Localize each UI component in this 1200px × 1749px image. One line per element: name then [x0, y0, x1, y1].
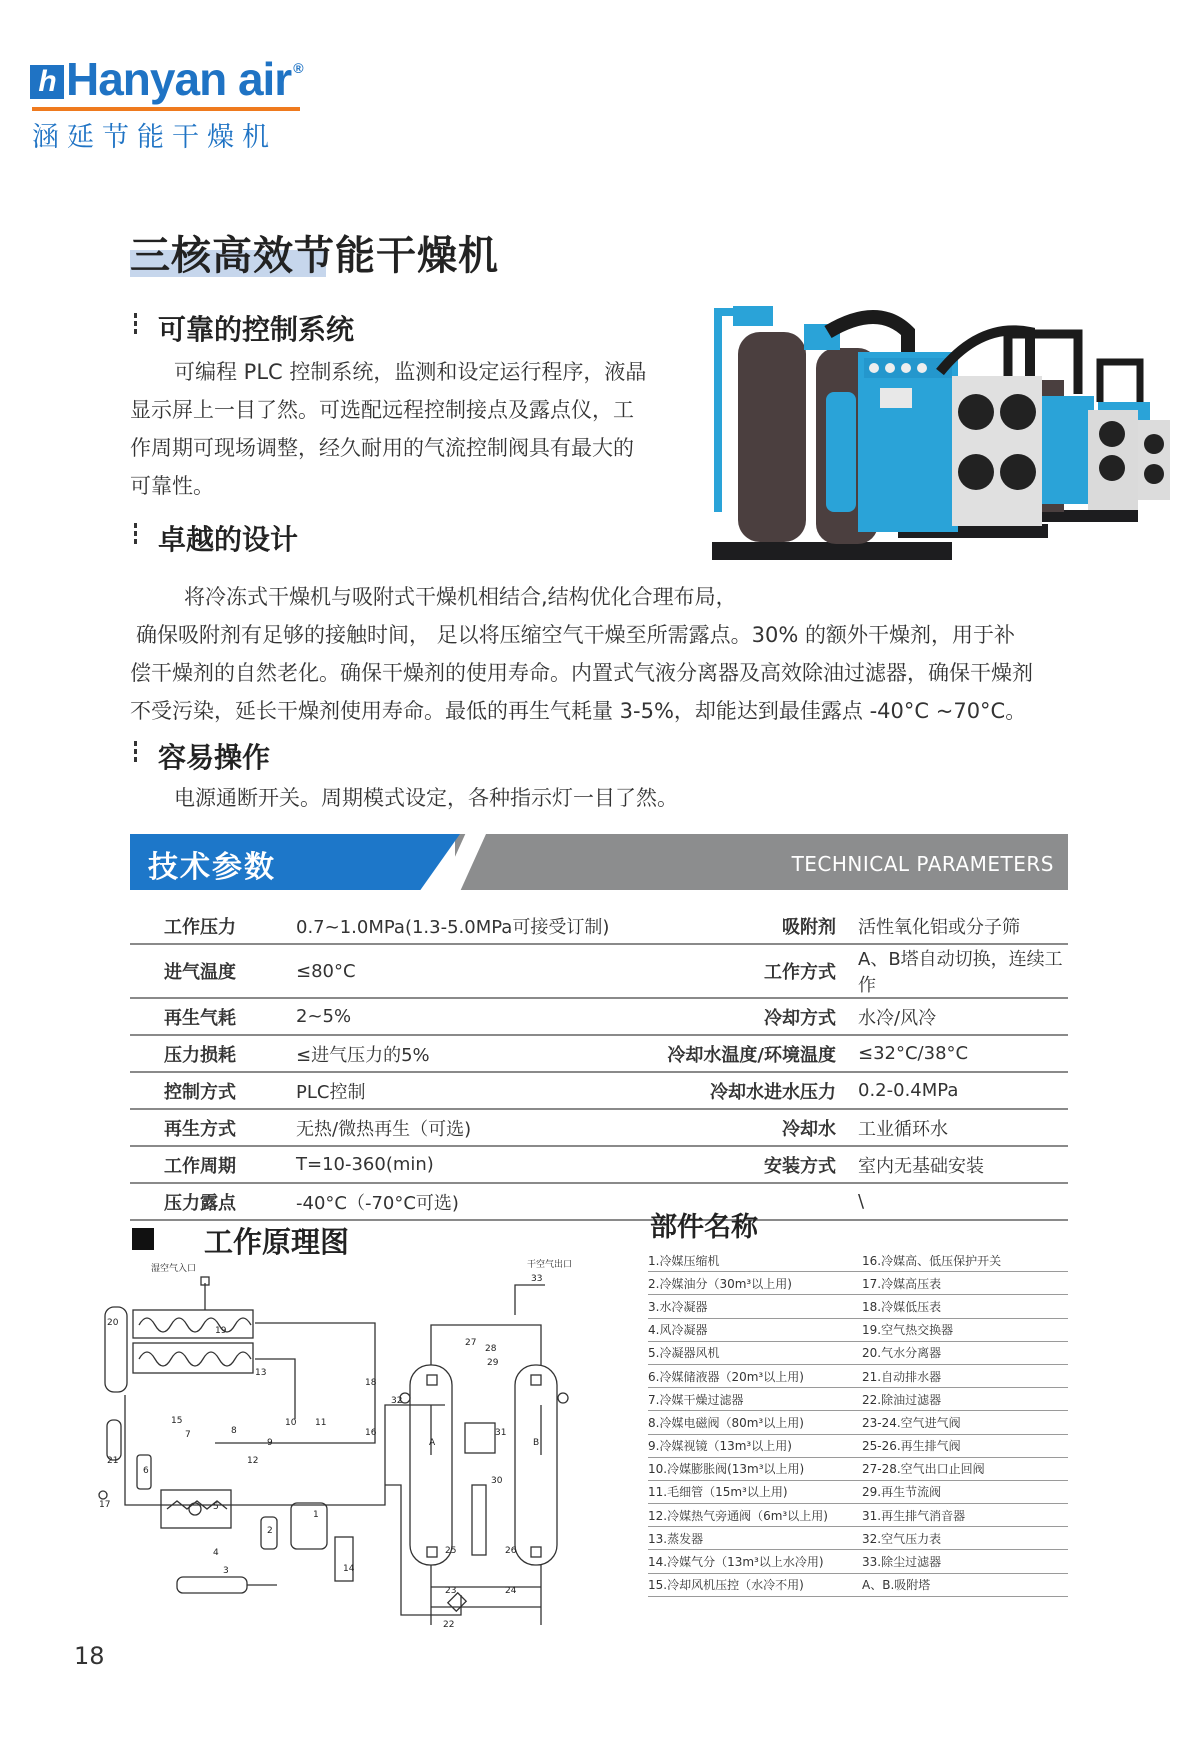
part-item: 17.冷媒高压表 [862, 1272, 1068, 1295]
part-item: 29.再生节流阀 [862, 1480, 1068, 1503]
part-item: 3.水冷凝器 [648, 1295, 862, 1318]
part-item: 5.冷凝器风机 [648, 1341, 862, 1364]
text-line: 显示屏上一目了然。可选配远程控制接点及露点仪，工 [130, 398, 634, 422]
diagram-callout: 3 [223, 1566, 229, 1576]
spec-row [130, 1072, 1068, 1109]
spec-label: 冷却方式 [626, 998, 848, 1035]
spec-label: 再生方式 [130, 1109, 284, 1146]
brand-logo [30, 52, 303, 106]
parts-table [648, 1249, 1068, 1597]
spec-value: PLC控制 [284, 1072, 626, 1109]
diagram-callout: 21 [107, 1456, 119, 1466]
section-heading-control [134, 308, 354, 348]
part-item: 31.再生排气消音器 [862, 1504, 1068, 1527]
text-line: 可靠性。 [130, 474, 214, 498]
diagram-inlet-label: 湿空气入口 [151, 1264, 197, 1274]
parts-title: 部件名称 [650, 1212, 758, 1243]
section-body-control [130, 353, 690, 505]
spec-value: 活性氧化铝或分子筛 [848, 908, 1068, 944]
spec-label: 安装方式 [626, 1146, 848, 1183]
section-heading-operation [134, 736, 270, 776]
spec-label: 再生气耗 [130, 998, 284, 1035]
principle-title: 工作原理图 [204, 1225, 350, 1259]
part-item: 8.冷媒电磁阀（80m³以上用) [648, 1411, 862, 1434]
part-item: 27-28.空气出口止回阀 [862, 1457, 1068, 1480]
spec-row [130, 1183, 1068, 1220]
diagram-callout: 17 [99, 1500, 111, 1510]
spec-label: 冷却水进水压力 [626, 1072, 848, 1109]
parts-row [648, 1504, 1068, 1527]
parts-row [648, 1364, 1068, 1387]
brand-name: Hanyan air [66, 53, 292, 105]
spec-label: 控制方式 [130, 1072, 284, 1109]
spec-row [130, 998, 1068, 1035]
parts-row [648, 1527, 1068, 1550]
part-item: 12.冷媒热气旁通阀（6m³以上用) [648, 1504, 862, 1527]
parts-row [648, 1434, 1068, 1457]
text-line: 确保吸附剂有足够的接触时间， 足以将压缩空气干燥至所需露点。30% 的额外干燥剂，用于补 [136, 623, 1016, 647]
spec-value: 室内无基础安装 [848, 1146, 1068, 1183]
parts-row [648, 1457, 1068, 1480]
parts-row [648, 1411, 1068, 1434]
spec-label: 压力损耗 [130, 1035, 284, 1072]
diagram-callout: 7 [185, 1430, 191, 1440]
spec-value: 0.2-0.4MPa [848, 1072, 1068, 1109]
diagram-callout: 4 [213, 1548, 219, 1558]
parts-row [648, 1573, 1068, 1596]
text-line: 电源通断开关。周期模式设定，各种指示灯一目了然。 [174, 786, 678, 810]
diagram-callout: 32 [391, 1396, 403, 1406]
part-item: 15.冷却风机压控（水冷不用) [648, 1573, 862, 1596]
parts-row [648, 1295, 1068, 1318]
spec-value: 无热/微热再生（可选) [284, 1109, 626, 1146]
spec-row [130, 1035, 1068, 1072]
part-item: 32.空气压力表 [862, 1527, 1068, 1550]
section-heading-text: 容易操作 [158, 741, 271, 774]
section-heading-text: 卓越的设计 [158, 523, 299, 556]
spec-label: 工作周期 [130, 1146, 284, 1183]
diagram-callout: 15 [171, 1416, 183, 1426]
diagram-callout: 5 [213, 1502, 219, 1512]
spec-value: -40°C（-70°C可选) [284, 1183, 626, 1220]
spec-value: \ [848, 1183, 1068, 1220]
part-item: 23-24.空气进气阀 [862, 1411, 1068, 1434]
section-body-design [130, 578, 1090, 730]
spec-value: 2~5% [284, 998, 626, 1035]
diagram-callout: 11 [315, 1418, 327, 1428]
part-item: 1.冷媒压缩机 [648, 1249, 862, 1272]
spec-label: 工作压力 [130, 908, 284, 944]
parts-row [648, 1480, 1068, 1503]
section-heading-text: 可靠的控制系统 [158, 313, 355, 346]
diagram-callout: 1 [313, 1510, 319, 1520]
part-item: 7.冷媒干燥过滤器 [648, 1388, 862, 1411]
part-item: 22.除油过滤器 [862, 1388, 1068, 1411]
spec-value: ≤进气压力的5% [284, 1035, 626, 1072]
parts-row [648, 1388, 1068, 1411]
diagram-callout: 13 [255, 1368, 267, 1378]
parts-row [648, 1550, 1068, 1573]
spec-value: 水冷/风冷 [848, 998, 1068, 1035]
spec-label: 冷却水温度/环境温度 [626, 1035, 848, 1072]
bullet-dots-icon [134, 310, 140, 337]
parts-row [648, 1272, 1068, 1295]
diagram-callout: A [429, 1438, 436, 1448]
text-line: 将冷冻式干燥机与吸附式干燥机相结合,结构优化合理布局， [184, 585, 737, 609]
spec-label: 进气温度 [130, 944, 284, 998]
diagram-callout: 30 [491, 1476, 503, 1486]
diagram-callout: 2 [267, 1526, 273, 1536]
product-photo [708, 292, 1170, 577]
diagram-callout: 25 [445, 1546, 457, 1556]
diagram-callout: 20 [107, 1318, 119, 1328]
diagram-callout: 24 [505, 1586, 517, 1596]
spec-value: T=10-360(min) [284, 1146, 626, 1183]
diagram-callout: 8 [231, 1426, 237, 1436]
diagram-callout: 28 [485, 1344, 497, 1354]
part-item: 4.风冷凝器 [648, 1318, 862, 1341]
diagram-callout: 14 [343, 1564, 355, 1574]
section-body-operation [174, 779, 974, 817]
part-item: 9.冷媒视镜（13m³以上用) [648, 1434, 862, 1457]
tech-title-cn: 技术参数 [148, 850, 276, 885]
spec-value: 工业循环水 [848, 1109, 1068, 1146]
working-principle-diagram [95, 1255, 640, 1630]
text-line: 偿干燥剂的自然老化。确保干燥剂的使用寿命。内置式气液分离器及高效除油过滤器，确保干燥剂 [130, 661, 1033, 685]
diagram-callout: 19 [215, 1326, 227, 1336]
part-item: 2.冷媒油分（30m³以上用) [648, 1272, 862, 1295]
parts-row [648, 1318, 1068, 1341]
diagram-outlet-label: 干空气出口 [527, 1260, 573, 1270]
bullet-dots-icon [134, 520, 140, 547]
spec-value: ≤32°C/38°C [848, 1035, 1068, 1072]
part-item: 6.冷媒储液器（20m³以上用) [648, 1364, 862, 1387]
brand-mark-icon: h [30, 65, 64, 99]
part-item: 33.除尘过滤器 [862, 1550, 1068, 1573]
text-line: 不受污染，延长干燥剂使用寿命。最低的再生气耗量 3-5%，却能达到最佳露点 -40°C ~70°C。 [130, 699, 1027, 723]
spec-value: A、B塔自动切换，连续工作 [848, 944, 1068, 998]
part-item: A、B.吸附塔 [862, 1573, 1068, 1596]
diagram-callout: 16 [365, 1428, 377, 1438]
spec-row [130, 908, 1068, 944]
parts-row [648, 1249, 1068, 1272]
diagram-callout: 27 [465, 1338, 477, 1348]
part-item: 11.毛细管（15m³以上用) [648, 1480, 862, 1503]
diagram-callout: 18 [365, 1378, 377, 1388]
page-title: 三核高效节能干燥机 [130, 233, 499, 279]
spec-label: 吸附剂 [626, 908, 848, 944]
diagram-callout: 23 [445, 1586, 457, 1596]
section-heading-design [134, 518, 298, 558]
part-item: 18.冷媒低压表 [862, 1295, 1068, 1318]
diagram-callout: 10 [285, 1418, 297, 1428]
part-item: 20.气水分离器 [862, 1341, 1068, 1364]
spec-value: ≤80°C [284, 944, 626, 998]
text-line: 作周期可现场调整，经久耐用的气流控制阀具有最大的 [130, 436, 634, 460]
spec-row [130, 1146, 1068, 1183]
spec-label: 工作方式 [626, 944, 848, 998]
spec-label: 压力露点 [130, 1183, 284, 1220]
spec-value: 0.7~1.0MPa(1.3-5.0MPa可接受订制) [284, 908, 626, 944]
part-item: 10.冷媒膨胀阀(13m³以上用) [648, 1457, 862, 1480]
part-item: 19.空气热交换器 [862, 1318, 1068, 1341]
diagram-callout: 29 [487, 1358, 499, 1368]
part-item: 14.冷媒气分（13m³以上水冷用) [648, 1550, 862, 1573]
diagram-callout: 9 [267, 1438, 273, 1448]
diagram-callout: B [533, 1438, 540, 1448]
diagram-callout: 33 [531, 1274, 543, 1284]
registered-mark: ® [293, 60, 303, 76]
spec-row [130, 1109, 1068, 1146]
text-line: 可编程 PLC 控制系统，监测和设定运行程序，液晶 [174, 360, 647, 384]
part-item: 16.冷媒高、低压保护开关 [862, 1249, 1068, 1272]
page-number: 18 [74, 1642, 105, 1670]
parts-row [648, 1341, 1068, 1364]
diagram-callout: 22 [443, 1620, 455, 1630]
diagram-callout: 31 [495, 1428, 507, 1438]
diagram-callout: 12 [247, 1456, 259, 1466]
part-item: 25-26.再生排气阀 [862, 1434, 1068, 1457]
tech-title-en: TECHNICAL PARAMETERS [791, 852, 1054, 876]
bullet-dots-icon [134, 738, 140, 765]
spec-row [130, 944, 1068, 998]
diagram-callout: 26 [505, 1546, 517, 1556]
brand-subtitle: 涵延节能干燥机 [32, 122, 277, 153]
part-item: 13.蒸发器 [648, 1527, 862, 1550]
logo-underline [32, 107, 300, 111]
spec-table [130, 908, 1068, 1221]
part-item: 21.自动排水器 [862, 1364, 1068, 1387]
square-bullet-icon [132, 1228, 154, 1250]
spec-label: 冷却水 [626, 1109, 848, 1146]
diagram-callout: 6 [143, 1466, 149, 1476]
